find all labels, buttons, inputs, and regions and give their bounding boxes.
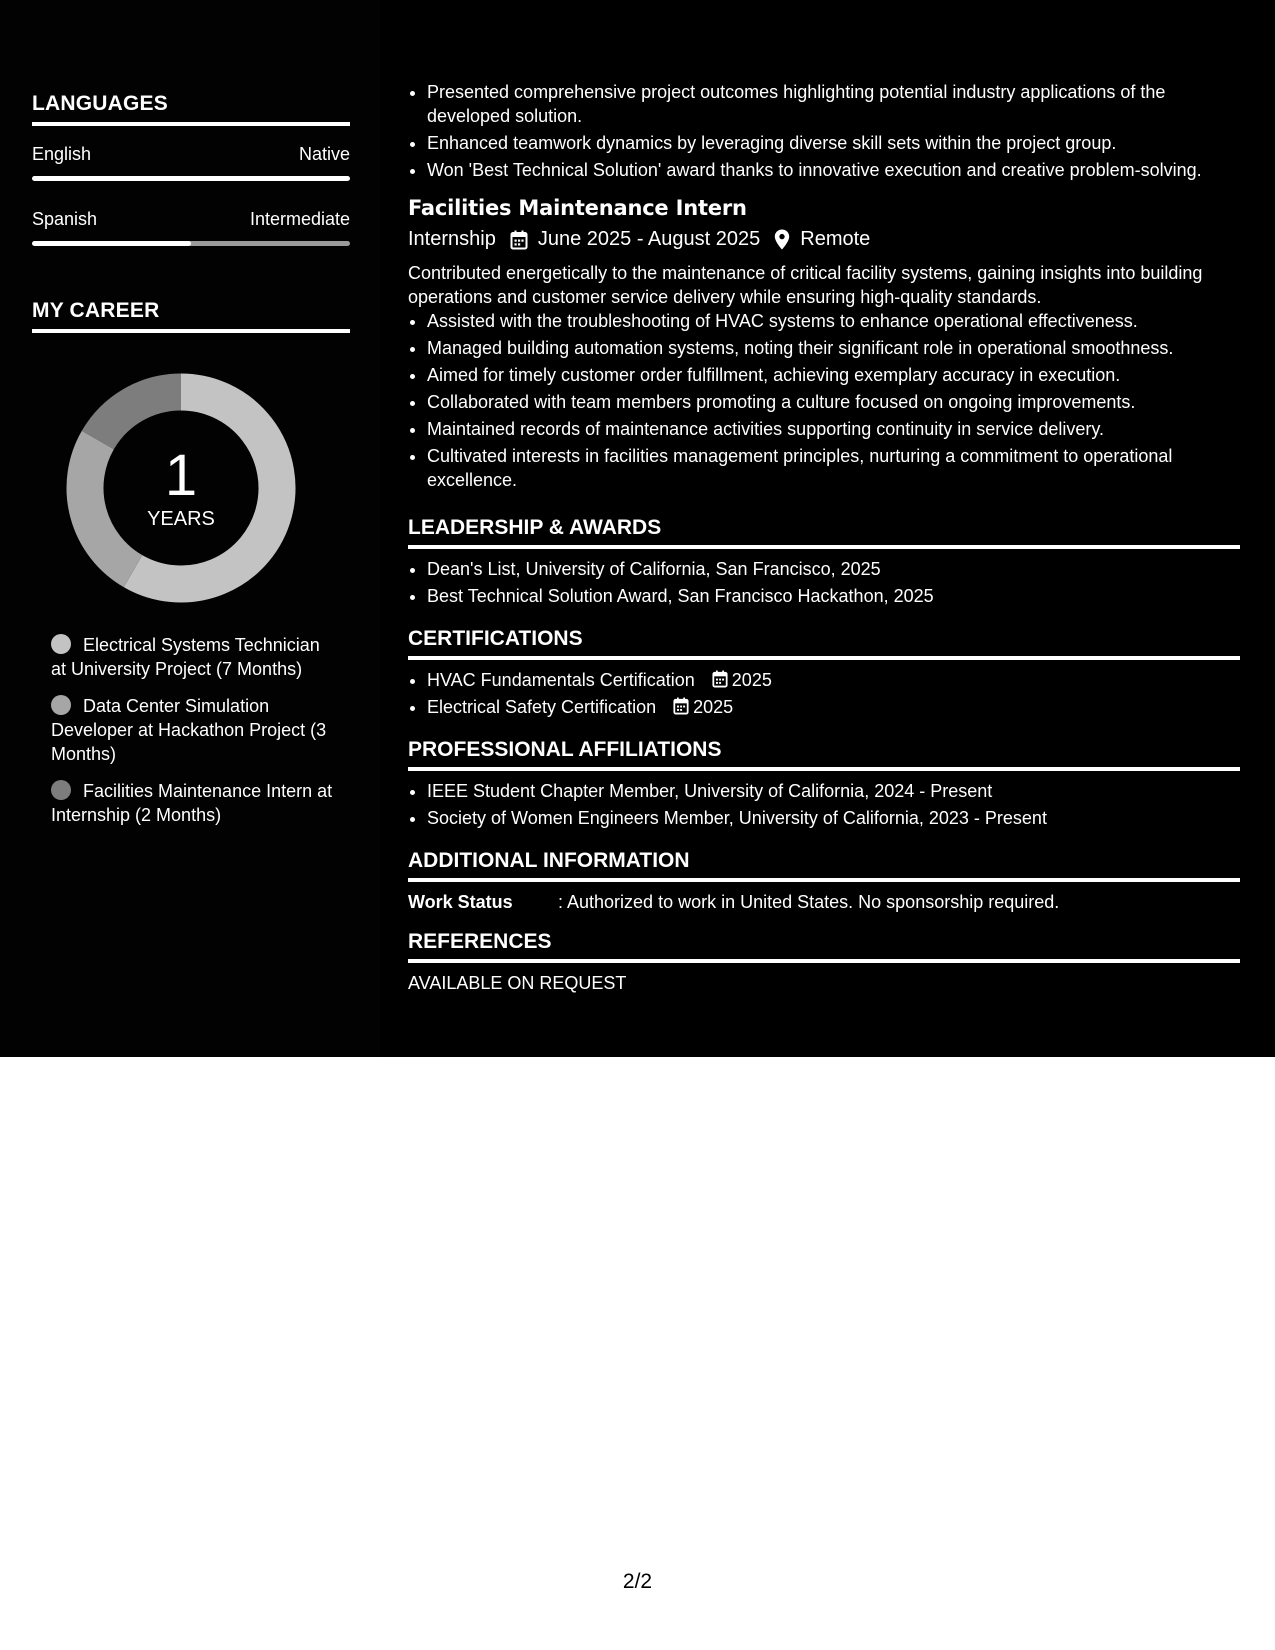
career-heading: MY CAREER: [32, 299, 350, 333]
affiliations-section: [408, 738, 1240, 833]
list-item: • Presented comprehensive project outcomes highlighting potential industry applications of the developed solution.: [427, 80, 1240, 128]
career-dot-icon: [51, 695, 71, 715]
career-item-text: Facilities Maintenance Intern at Internship (2 Months): [51, 781, 333, 825]
location-pin-icon: [774, 229, 790, 250]
languages-heading: LANGUAGES: [32, 92, 350, 126]
leadership-section: [408, 516, 1240, 611]
certification-year: 2025: [693, 697, 734, 717]
language-level: Native: [298, 144, 350, 164]
certification-name: HVAC Fundamentals Certification: [427, 670, 695, 690]
certification-name: Electrical Safety Certification: [427, 697, 657, 717]
list-item: [427, 695, 1240, 719]
language-proficiency-fill: [32, 241, 191, 246]
references-section: [408, 930, 1240, 995]
sidebar: [0, 0, 380, 1057]
work-status-value: : Authorized to work in United States. No sponsorship required.: [558, 892, 1060, 912]
list-item: [427, 668, 1240, 692]
list-item: • Society of Women Engineers Member, University of California, 2023 - Present: [427, 806, 1240, 830]
career-total-unit: YEARS: [147, 507, 215, 530]
career-dot-icon: [51, 780, 71, 800]
list-item: • Collaborated with team members promoting a culture focused on ongoing improvements.: [427, 390, 1240, 414]
additional-info-section: [408, 849, 1240, 914]
affiliations-heading: PROFESSIONAL AFFILIATIONS: [408, 738, 1240, 771]
list-item: • Enhanced teamwork dynamics by leveraging diverse skill sets within the project group.: [427, 131, 1240, 155]
previous-role-bullets: [408, 80, 1240, 185]
certifications-heading: CERTIFICATIONS: [408, 627, 1240, 660]
career-item-text: Data Center Simulation Developer at Hackathon Project (3 Months): [51, 696, 327, 764]
list-item: • Assisted with the troubleshooting of HVAC systems to enhance operational effectiveness.: [427, 309, 1240, 333]
page-number: 2/2: [622, 1570, 653, 1593]
work-status-label: Work Status: [408, 892, 513, 912]
certifications-section: [408, 627, 1240, 722]
career-list: [32, 633, 336, 827]
list-item: • Maintained records of maintenance activities supporting continuity in service delivery.: [427, 417, 1240, 441]
career-total-years: 1: [164, 442, 198, 508]
references-text: AVAILABLE ON REQUEST: [408, 973, 627, 993]
references-heading: REFERENCES: [408, 930, 1240, 963]
language-name: English: [32, 144, 92, 164]
list-item: • Managed building automation systems, noting their significant role in operational smoothness.: [427, 336, 1240, 360]
languages-list: [32, 144, 350, 246]
list-item: • IEEE Student Chapter Member, University of California, 2024 - Present: [427, 779, 1240, 803]
list-item: • Cultivated interests in facilities management principles, nurturing a commitment to operational excellence.: [427, 444, 1240, 492]
language-proficiency-bar: [32, 241, 350, 246]
leadership-heading: LEADERSHIP & AWARDS: [408, 516, 1240, 549]
calendar-icon: [673, 697, 689, 715]
language-proficiency-bar: [32, 176, 350, 181]
list-item: • Won 'Best Technical Solution' award thanks to innovative execution and creative problem-solving.: [427, 158, 1240, 182]
list-item: • Best Technical Solution Award, San Francisco Hackathon, 2025: [427, 584, 1240, 608]
language-item: [32, 144, 350, 181]
language-level: Intermediate: [249, 209, 350, 229]
career-donut-chart: [66, 373, 296, 603]
language-item: [32, 209, 350, 246]
job-dates: June 2025 - August 2025: [537, 228, 761, 250]
job-title: Facilities Maintenance Intern: [408, 196, 747, 220]
job-location: Remote: [800, 228, 871, 250]
job-bullets: [408, 309, 1240, 492]
job-meta: [408, 228, 1240, 251]
career-dot-icon: [51, 634, 71, 654]
job-company: Internship: [408, 228, 496, 250]
career-item: [51, 779, 336, 827]
calendar-icon: [510, 230, 528, 250]
career-item: [51, 633, 336, 681]
language-name: Spanish: [32, 209, 98, 229]
additional-info-heading: ADDITIONAL INFORMATION: [408, 849, 1240, 882]
list-item: • Dean's List, University of California, San Francisco, 2025: [427, 557, 1240, 581]
language-proficiency-fill: [32, 176, 350, 181]
work-status-row: [408, 890, 1240, 914]
career-item: [51, 694, 336, 766]
calendar-icon: [712, 670, 728, 688]
career-item-text: Electrical Systems Technician at University Project (7 Months): [51, 635, 320, 679]
list-item: • Aimed for timely customer order fulfillment, achieving exemplary accuracy in execution.: [427, 363, 1240, 387]
certification-year: 2025: [731, 670, 772, 690]
job-entry: [408, 196, 1240, 495]
job-description: Contributed energetically to the maintenance of critical facility systems, gaining insights into building operations and customer service delivery while ensuring high-quality standards.: [408, 263, 1203, 307]
